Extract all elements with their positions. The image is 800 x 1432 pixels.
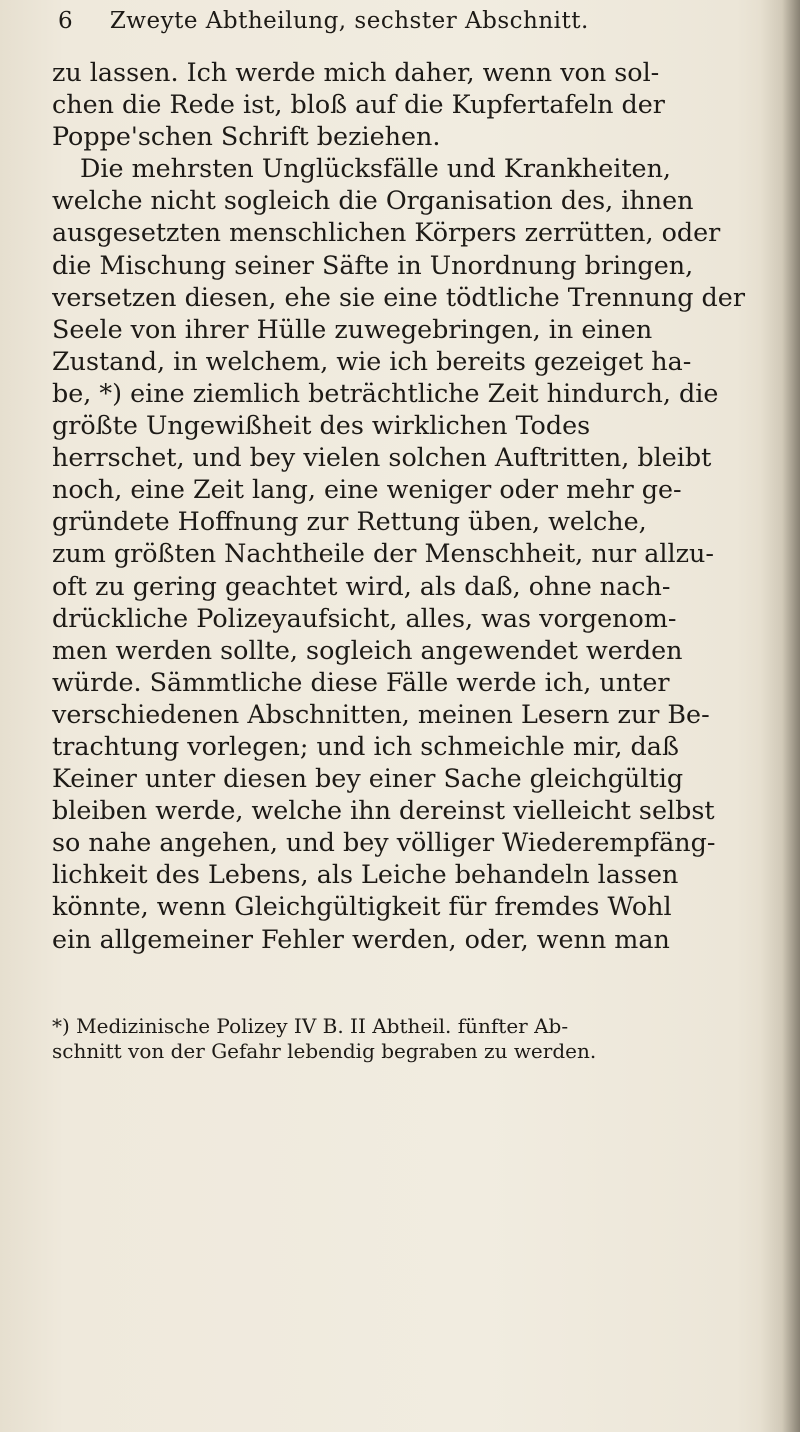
footnote <box>52 1014 748 1064</box>
running-title: Zweyte Abtheilung, sechster Abschnitt. <box>109 8 589 34</box>
body-text <box>52 56 748 955</box>
text-line: herrschet, und bey vielen solchen Auftritten, bleibt <box>52 442 712 473</box>
text-line: oft zu gering geachtet wird, als daß, ohne nach- <box>52 570 671 601</box>
text-line: trachtung vorlegen; und ich schmeichle mir, daß <box>52 730 679 761</box>
text-line: men werden sollte, sogleich angewendet werden <box>52 634 683 665</box>
text-line: würde. Sämmtliche diese Fälle werde ich, unter <box>52 666 670 697</box>
text-line: bleiben werde, welche ihn dereinst vielleicht selbst <box>52 795 715 826</box>
text-line: noch, eine Zeit lang, eine weniger oder mehr ge- <box>52 474 682 505</box>
binding-shadow <box>760 0 800 1432</box>
footnote-line: schnitt von der Gefahr lebendig begraben zu werden. <box>52 1039 597 1063</box>
text-line: gründete Hoffnung zur Rettung üben, welche, <box>52 506 647 537</box>
text-line: versetzen diesen, ehe sie eine tödtliche Trennung der <box>52 281 745 312</box>
text-line: welche nicht sogleich die Organisation des, ihnen <box>52 185 694 216</box>
page-number: 6 <box>58 8 74 34</box>
text-line: verschiedenen Abschnitten, meinen Lesern zur Be- <box>52 698 710 729</box>
text-line: die Mischung seiner Säfte in Unordnung bringen, <box>52 249 694 280</box>
text-line: zu lassen. Ich werde mich daher, wenn von sol- <box>52 57 660 87</box>
footnote-line: *) Medizinische Polizey IV B. II Abtheil. fünfter Ab- <box>52 1014 569 1038</box>
running-head <box>58 8 738 38</box>
text-line: be, *) eine ziemlich beträchtliche Zeit hindurch, die <box>52 377 719 408</box>
text-line: Die mehrsten Unglücksfälle und Krankheiten, <box>80 153 672 184</box>
text-line: drückliche Polizeyaufsicht, alles, was vorgenom- <box>52 602 677 633</box>
text-line: Poppe'schen Schrift beziehen. <box>52 121 441 152</box>
text-line: ausgesetzten menschlichen Körpers zerrütten, oder <box>52 217 721 248</box>
text-line: könnte, wenn Gleichgültigkeit für fremdes Wohl <box>52 891 672 922</box>
text-line: größte Ungewißheit des wirklichen Todes <box>52 410 591 441</box>
text-line: ein allgemeiner Fehler werden, oder, wenn man <box>52 923 670 954</box>
text-line: zum größten Nachtheile der Menschheit, nur allzu- <box>52 538 714 569</box>
text-line: so nahe angehen, und bey völliger Wiederempfäng- <box>52 827 716 858</box>
text-line: chen die Rede ist, bloß auf die Kupfertafeln der <box>52 89 665 120</box>
text-line: Zustand, in welchem, wie ich bereits gezeiget ha- <box>52 345 692 376</box>
text-line: lichkeit des Lebens, als Leiche behandeln lassen <box>52 859 679 890</box>
text-line: Seele von ihrer Hülle zuwegebringen, in einen <box>52 313 653 344</box>
text-line: Keiner unter diesen bey einer Sache gleichgültig <box>52 763 684 794</box>
